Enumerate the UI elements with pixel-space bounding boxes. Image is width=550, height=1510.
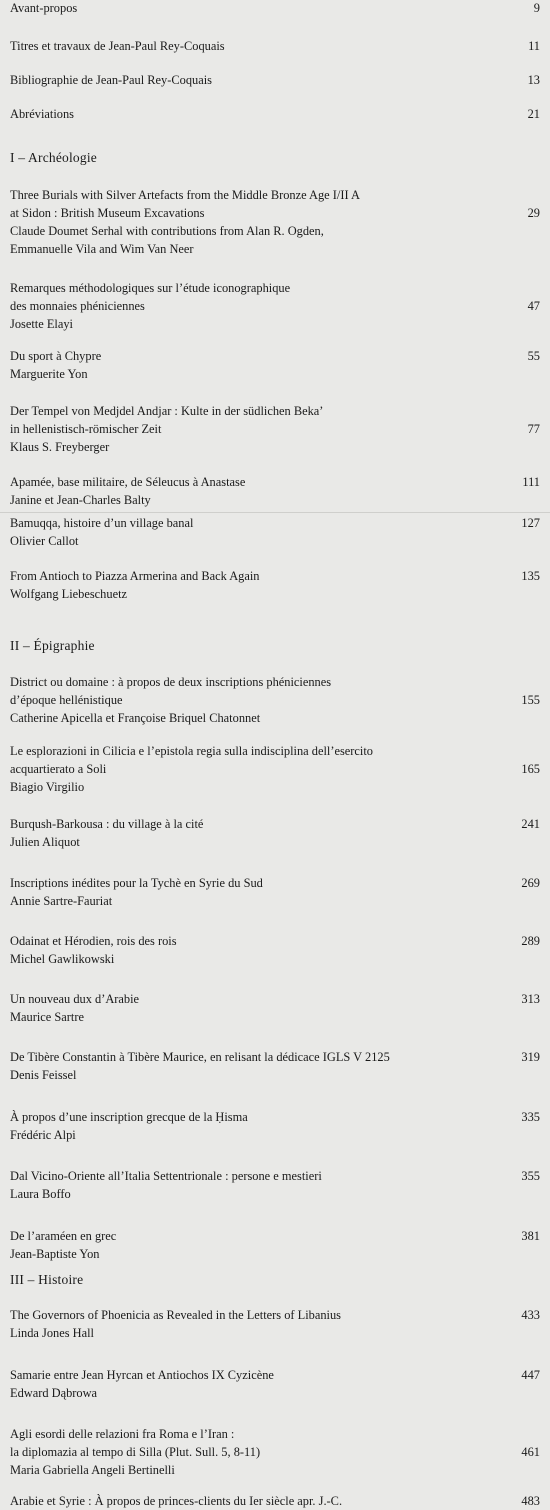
entry-author: Olivier Callot: [10, 534, 79, 548]
entry-title: Apamée, base militaire, de Séleucus à Anastase: [10, 475, 246, 489]
toc-entry-burqush: [10, 815, 540, 851]
page-number: 433: [521, 1308, 540, 1322]
entry-author: Jean-Baptiste Yon: [10, 1247, 100, 1261]
toc-entry-arameen: [10, 1227, 540, 1263]
entry-title: Burqush-Barkousa : du village à la cité: [10, 817, 204, 831]
entry-title: Inscriptions inédites pour la Tychè en Syrie du Sud: [10, 876, 263, 890]
page-number: 319: [521, 1050, 540, 1064]
page-number: 21: [527, 107, 540, 121]
section-heading-archeologie: [10, 149, 540, 167]
page-number: 29: [527, 206, 540, 220]
page-number: 447: [521, 1368, 540, 1382]
entry-title: The Governors of Phoenicia as Revealed in the Letters of Libanius: [10, 1308, 342, 1322]
entry-title: De l’araméen en grec: [10, 1229, 117, 1243]
entry-author: Janine et Jean-Charles Balty: [10, 493, 151, 507]
section-title: III – Histoire: [10, 1272, 84, 1287]
entry-title: Abréviations: [10, 107, 75, 121]
toc-entry-remarques: [10, 279, 540, 333]
entry-title: Remarques méthodologiques sur l’étude iconographique: [10, 281, 291, 295]
entry-author: Denis Feissel: [10, 1068, 77, 1082]
entry-title: Le esplorazioni in Cilicia e l’epistola regia sulla indisciplina dell’esercito: [10, 744, 373, 758]
entry-title-cont: at Sidon : British Museum Excavations: [10, 206, 205, 220]
page-number: 461: [521, 1445, 540, 1459]
entry-author: Marguerite Yon: [10, 367, 88, 381]
toc-entry-district: [10, 673, 540, 727]
toc-entry-avant-propos: [10, 0, 540, 17]
toc-entry-sport-chypre: [10, 347, 540, 383]
entry-title: Avant-propos: [10, 1, 78, 15]
entry-author: Maria Gabriella Angeli Bertinelli: [10, 1463, 175, 1477]
entry-author: Michel Gawlikowski: [10, 952, 115, 966]
page-number: 335: [521, 1110, 540, 1124]
toc-entry-odainat: [10, 932, 540, 968]
entry-author: Wolfgang Liebeschuetz: [10, 587, 128, 601]
toc-entry-agli-esordi: [10, 1425, 540, 1479]
divider: [0, 512, 550, 513]
page-number: 47: [527, 299, 540, 313]
entry-author: Frédéric Alpi: [10, 1128, 76, 1142]
entry-title: Samarie entre Jean Hyrcan et Antiochos IX Cyzicène: [10, 1368, 274, 1382]
entry-author: Klaus S. Freyberger: [10, 440, 110, 454]
entry-title-cont: acquartierato a Soli: [10, 762, 107, 776]
page-number: 241: [521, 817, 540, 831]
page-number: 381: [521, 1229, 540, 1243]
section-title: I – Archéologie: [10, 150, 97, 165]
entry-title: De Tibère Constantin à Tibère Maurice, en relisant la dédicace IGLS V 2125: [10, 1050, 390, 1064]
toc-entry-arabie-syrie: [10, 1492, 540, 1510]
entry-author: Catherine Apicella et Françoise Briquel Chatonnet: [10, 711, 261, 725]
page-number: 11: [528, 39, 540, 53]
entry-title: Dal Vicino-Oriente all’Italia Settentrionale : persone e mestieri: [10, 1169, 322, 1183]
toc-entry-tibere: [10, 1048, 540, 1084]
entry-title: Odainat et Hérodien, rois des rois: [10, 934, 177, 948]
entry-title: Un nouveau dux d’Arabie: [10, 992, 140, 1006]
toc-entry-tyche: [10, 874, 540, 910]
section-title: II – Épigraphie: [10, 638, 95, 653]
entry-title-cont: d’époque hellénistique: [10, 693, 123, 707]
entry-title: À propos d’une inscription grecque de la Ḥisma: [10, 1110, 248, 1124]
entry-author: Claude Doumet Serhal with contributions from Alan R. Ogden,: [10, 224, 324, 238]
toc-entry-apamee: [10, 473, 540, 509]
entry-author: Biagio Virgilio: [10, 780, 85, 794]
entry-title: District ou domaine : à propos de deux inscriptions phéniciennes: [10, 675, 332, 689]
entry-author: Josette Elayi: [10, 317, 73, 331]
section-heading-epigraphie: [10, 637, 540, 655]
entry-author: Julien Aliquot: [10, 835, 80, 849]
toc-entry-bibliographie: [10, 71, 540, 89]
page-number: 355: [521, 1169, 540, 1183]
page-number: 127: [521, 516, 540, 530]
page-number: 313: [521, 992, 540, 1006]
page-number: 55: [527, 349, 540, 363]
entry-title: Bamuqqa, histoire d’un village banal: [10, 516, 194, 530]
page-number: 77: [527, 422, 540, 436]
entry-title: Three Burials with Silver Artefacts from the Middle Bronze Age I/II A: [10, 188, 360, 202]
entry-title: Titres et travaux de Jean-Paul Rey-Coquais: [10, 39, 225, 53]
entry-title-cont: des monnaies phéniciennes: [10, 299, 145, 313]
entry-author: Linda Jones Hall: [10, 1326, 94, 1340]
entry-title-cont: in hellenistisch-römischer Zeit: [10, 422, 162, 436]
toc-entry-abreviations: [10, 105, 540, 123]
toc-entry-titres-travaux: [10, 37, 540, 55]
entry-title: Bibliographie de Jean-Paul Rey-Coquais: [10, 73, 212, 87]
toc-entry-vicino-oriente: [10, 1167, 540, 1203]
entry-author: Maurice Sartre: [10, 1010, 84, 1024]
entry-title: Arabie et Syrie : À propos de princes-clients du Ier siècle apr. J.-C.: [10, 1494, 343, 1508]
entry-author-cont: Emmanuelle Vila and Wim Van Neer: [10, 242, 194, 256]
page-number: 269: [521, 876, 540, 890]
entry-title: Du sport à Chypre: [10, 349, 102, 363]
entry-author: Annie Sartre-Fauriat: [10, 894, 113, 908]
toc-entry-antioch: [10, 567, 540, 603]
toc-entry-governors: [10, 1306, 540, 1342]
entry-author: Edward Dąbrowa: [10, 1386, 98, 1400]
entry-title-cont: la diplomazia al tempo di Silla (Plut. Sull. 5, 8-11): [10, 1445, 261, 1459]
entry-title: From Antioch to Piazza Armerina and Back Again: [10, 569, 260, 583]
toc-entry-nouveau-dux: [10, 990, 540, 1026]
toc-entry-three-burials: [10, 186, 540, 258]
entry-author: Laura Boffo: [10, 1187, 71, 1201]
page-number: 165: [521, 762, 540, 776]
entry-title: Der Tempel von Medjdel Andjar : Kulte in der südlichen Beka’: [10, 404, 324, 418]
toc-entry-tempel: [10, 402, 540, 456]
toc-entry-hisma: [10, 1108, 540, 1144]
toc-entry-bamuqqa: [10, 514, 540, 550]
page-number: 155: [521, 693, 540, 707]
entry-title: Agli esordi delle relazioni fra Roma e l’Iran :: [10, 1427, 235, 1441]
section-heading-histoire: [10, 1271, 540, 1289]
page-number: 111: [522, 475, 540, 489]
page-number: 13: [527, 73, 540, 87]
page-number: 135: [521, 569, 540, 583]
page-number: 289: [521, 934, 540, 948]
toc-entry-samarie: [10, 1366, 540, 1402]
toc-entry-esplorazioni: [10, 742, 540, 796]
page-number: 9: [533, 1, 540, 15]
page-number: 483: [521, 1494, 540, 1508]
